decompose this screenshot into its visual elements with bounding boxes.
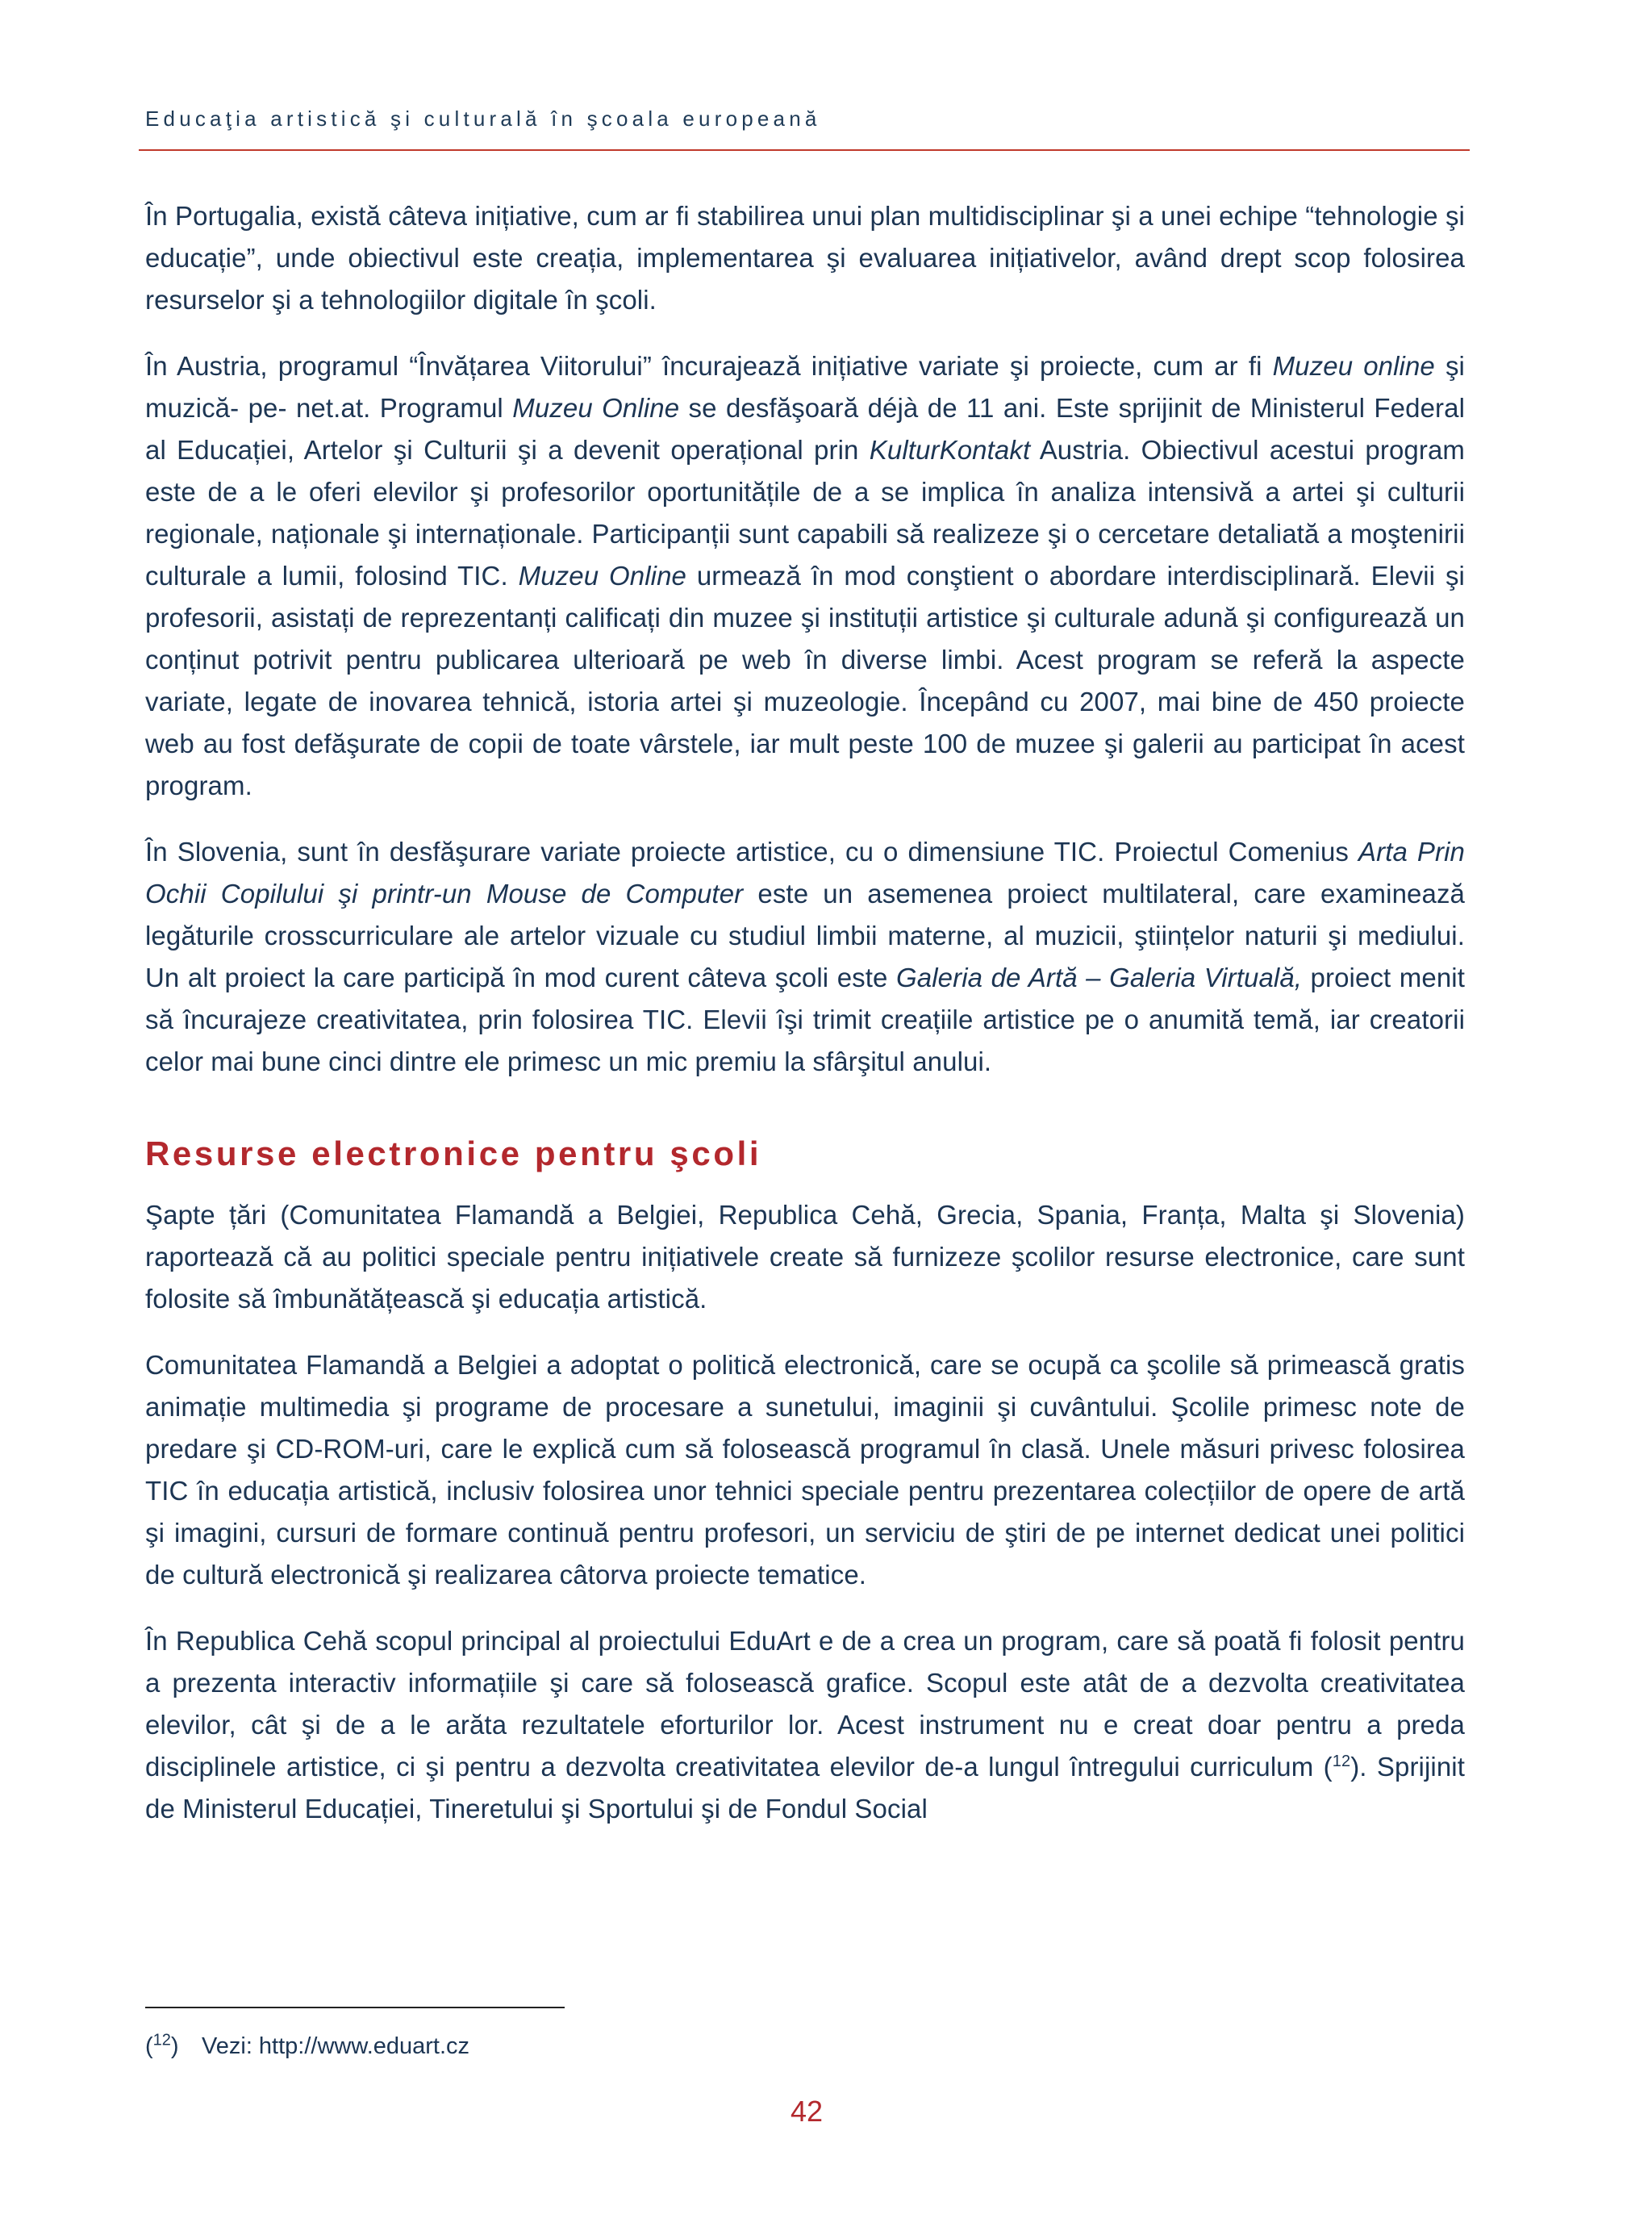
text-span: ). Sprijinit de Ministerul Educației, Tineretului şi Sportului şi de Fondul Social bbox=[145, 1752, 1465, 1824]
text-span: este un asemenea proiect multilateral, care examinează legăturile crosscurriculare ale artelor vizuale cu studiul limbii materne, al muzicii, ştiințelor naturii şi mediului. Un alt proiect la care participă în mod curent câteva şcoli este bbox=[145, 879, 1465, 992]
footnote-marker bbox=[145, 2033, 202, 2060]
paragraph-slovenia bbox=[145, 831, 1465, 1083]
paragraph-austria bbox=[145, 345, 1465, 807]
header-rule bbox=[139, 149, 1470, 151]
italic-title: Arta Prin Ochii Copilului şi printr-un Mouse de Computer bbox=[145, 837, 1465, 909]
text-span: şi muzică- pe- net.at. Programul bbox=[145, 351, 1465, 423]
italic-title: Muzeu Online bbox=[512, 393, 680, 423]
footnote-paren-open: ( bbox=[145, 2033, 153, 2059]
text-span: În Republica Cehă scopul principal al proiectului EduArt e de a crea un program, care să poată fi folosit pentru a prezenta interactiv informațiile şi care să folosească grafice. Scopul este atât de a dezvolta creativitatea elevilor, cât şi de a le arăta rezultatele eforturilor lor. Acest instrument nu e creat doar pentru a preda disciplinele artistice, ci şi pentru a dezvolta creativitatea elevilor de-a lungul întregului curriculum ( bbox=[145, 1626, 1465, 1782]
body-text bbox=[145, 195, 1465, 1854]
footnote-paren-close: ) bbox=[170, 2033, 179, 2059]
running-header: Educaţia artistică şi culturală în şcoala europeană bbox=[145, 107, 821, 131]
paragraph-seven-countries: Şapte țări (Comunitatea Flamandă a Belgiei, Republica Cehă, Grecia, Spania, Franța, Malta şi Slovenia) raportează că au politici speciale pentru inițiativele create să furnizeze şcolilor resurse electronice, care sunt folosite să îmbunătățească şi educația artistică. bbox=[145, 1200, 1465, 1314]
footnote-number: 12 bbox=[152, 2031, 171, 2049]
paragraph-portugal: În Portugalia, există câteva inițiative, cum ar fi stabilirea unui plan multidisciplinar şi a unei echipe “tehnologie şi educație”, unde obiectivul este creația, implementarea şi evaluarea inițiativelor, având drept scop folosirea resurselor şi a tehnologiilor digitale în şcoli. bbox=[145, 201, 1465, 315]
footnote-text: Vezi: http://www.eduart.cz bbox=[202, 2033, 470, 2059]
page-number: 42 bbox=[790, 2095, 824, 2128]
text-span: Austria. Obiectivul acestui program este de a le oferi elevilor şi profesorilor oportunitățile de a se implica în analiza intensivă a artei şi culturii regionale, naționale şi internaționale. Participanții sunt capabili să realizeze şi o cercetare detaliată a moştenirii culturale a lumii, folosind TIC. bbox=[145, 435, 1465, 591]
footnote-rule bbox=[145, 2007, 565, 2008]
italic-title: KulturKontakt bbox=[869, 435, 1031, 465]
footnote-reference: 12 bbox=[1332, 1753, 1351, 1770]
footnote bbox=[145, 2033, 469, 2060]
text-span: urmează în mod conştient o abordare interdisciplinară. Elevii şi profesorii, asistați de reprezentanți calificați din muzee şi instituții artistice şi culturale adună şi configurează un conținut potrivit pentru publicarea ulterioară pe web în diverse limbi. Acest program se referă la aspecte variate, legate de inovarea tehnică, istoria artei şi muzeologie. Începând cu 2007, mai bine de 450 proiecte web au fost defăşurate de copii de toate vârstele, iar mult peste 100 de muzee şi galerii au participat în acest program. bbox=[145, 561, 1465, 800]
italic-title: Muzeu Online bbox=[518, 561, 686, 591]
text-span: În Slovenia, sunt în desfăşurare variate proiecte artistice, cu o dimensiune TIC. Proiectul Comenius bbox=[145, 837, 1358, 867]
italic-title: Galeria de Artă – Galeria Virtuală, bbox=[896, 963, 1303, 992]
section-heading: Resurse electronice pentru şcoli bbox=[145, 1134, 762, 1172]
paragraph-flemish-community: Comunitatea Flamandă a Belgiei a adoptat o politică electronică, care se ocupă ca şcolile să primească gratis animație multimedia şi programe de procesare a sunetului, imaginii şi cuvântului. Şcolile primesc note de predare şi CD-ROM-uri, care le explică cum să folosească programul în clasă. Unele măsuri privesc folosirea TIC în educația artistică, inclusiv folosirea unor tehnici speciale pentru prezentarea colecțiilor de opere de artă şi imagini, cursuri de formare continuă pentru profesori, un serviciu de ştiri de pe internet dedicat unei politici de cultură electronică şi realizarea câtorva proiecte tematice. bbox=[145, 1350, 1465, 1590]
text-span: proiect menit să încurajeze creativitatea, prin folosirea TIC. Elevii îşi trimit creațiile artistice pe o anumită temă, iar creatorii celor mai bune cinci dintre ele primesc un mic premiu la sfârşitul anului. bbox=[145, 963, 1465, 1076]
text-span: În Austria, programul “Învățarea Viitorului” încurajează inițiative variate şi proiecte, cum ar fi bbox=[145, 351, 1273, 381]
text-span: se desfăşoară déjà de 11 ani. Este sprijinit de Ministerul Federal al Educației, Artelor şi Culturii şi a devenit operațional prin bbox=[145, 393, 1466, 465]
paragraph-czech-republic bbox=[145, 1620, 1465, 1830]
italic-title: Muzeu online bbox=[1272, 351, 1435, 381]
